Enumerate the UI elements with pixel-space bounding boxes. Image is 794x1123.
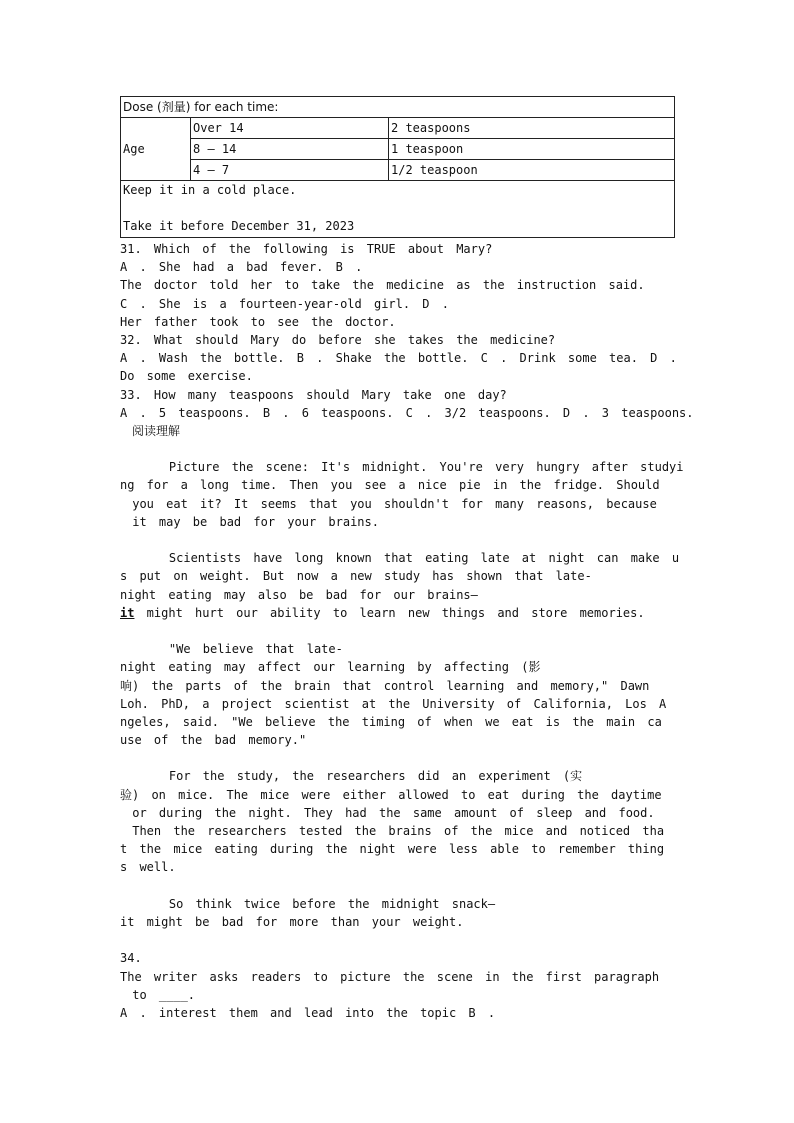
passage-line: night eating may affect our learning by affecting (影 — [120, 660, 541, 675]
passage-line: Loh. PhD, a project scientist at the University of California, Los A — [120, 696, 667, 711]
passage-paragraph-3 — [120, 640, 675, 749]
question-line: Her father took to see the doctor. — [120, 314, 396, 329]
age-cell: 8 — 14 — [191, 139, 389, 160]
passage-paragraph-4 — [120, 767, 675, 876]
note-line: Take it before December 31, 2023 — [123, 219, 355, 233]
question-line: 32. What should Mary do before she takes the medicine? — [120, 332, 556, 347]
question-line: 31. Which of the following is TRUE about Mary? — [120, 242, 493, 256]
question-line: 33. How many teaspoons should Mary take one day? — [120, 387, 507, 402]
passage-paragraph-2 — [120, 549, 680, 622]
passage-line: it may be bad for your brains. — [120, 514, 379, 529]
passage-line: 验) on mice. The mice were either allowed to eat during the daytime — [120, 787, 662, 802]
question-line: A . 5 teaspoons. B . 6 teaspoons. C . 3/2 teaspoons. D . 3 teaspoons. — [120, 405, 694, 420]
passage-line: you eat it? It seems that you shouldn't for many reasons, because — [120, 496, 657, 511]
question-line: The writer asks readers to picture the scene in the first paragraph — [120, 969, 660, 984]
passage-line: use of the bad memory." — [120, 733, 307, 748]
passage-line: "We believe that late- — [120, 642, 343, 657]
passage-line: So think twice before the midnight snack— — [120, 896, 496, 911]
passage-paragraph-5 — [120, 895, 675, 931]
passage-line: 响) the parts of the brain that control learning and memory," Dawn — [120, 678, 650, 693]
passage-line: t the mice eating during the night were less able to remember thing — [120, 842, 665, 857]
passage-line: For the study, the researchers did an experiment (实 — [120, 769, 583, 784]
storage-notes — [121, 181, 675, 238]
age-label: Age — [121, 118, 191, 181]
dose-table-header: Dose (剂量) for each time: — [121, 97, 675, 118]
question-line: Do some exercise. — [120, 369, 253, 384]
amount-cell: 1/2 teaspoon — [389, 160, 675, 181]
note-line: Keep it in a cold place. — [123, 183, 297, 197]
passage-line: Then the researchers tested the brains of the mice and noticed tha — [120, 824, 665, 838]
question-line: A . interest them and lead into the topic B . — [120, 1005, 496, 1020]
dose-table — [120, 96, 675, 238]
question-line: C . She is a fourteen-year-old girl. D . — [120, 296, 449, 311]
amount-cell: 1 teaspoon — [389, 139, 675, 160]
question-line: 34. — [120, 951, 142, 966]
passage-line: it might be bad for more than your weight. — [120, 914, 464, 929]
age-cell: Over 14 — [191, 118, 389, 139]
passage-paragraph-1 — [120, 458, 684, 531]
passage-line — [120, 604, 675, 622]
amount-cell: 2 teaspoons — [389, 118, 675, 139]
passage-line: s put on weight. But now a new study has shown that late- — [120, 569, 592, 584]
passage-line: or during the night. They had the same amount of sleep and food. — [120, 805, 655, 820]
passage-line: night eating may also be bad for our brains— — [120, 587, 478, 602]
passage-line: ngeles, said. "We believe the timing of when we eat is the main ca — [120, 714, 662, 729]
question-line: A . Wash the bottle. B . Shake the bottle. C . Drink some tea. D . — [120, 351, 677, 366]
passage-line: ng for a long time. Then you see a nice pie in the fridge. Should — [120, 478, 660, 493]
question-34 — [120, 949, 675, 1022]
age-cell: 4 — 7 — [191, 160, 389, 181]
questions-31-33 — [120, 240, 694, 422]
passage-line: Picture the scene: It's midnight. You're very hungry after studyi — [120, 460, 684, 475]
passage-line: Scientists have long known that eating late at night can make u — [120, 551, 680, 566]
underlined-word: it — [120, 605, 135, 620]
question-line: A . She had a bad fever. B . — [120, 260, 363, 275]
section-title: 阅读理解 — [132, 423, 181, 438]
document-page — [120, 96, 694, 1022]
question-line: The doctor told her to take the medicine as the instruction said. — [120, 278, 645, 293]
question-line: to ____. — [120, 987, 196, 1002]
passage-line: s well. — [120, 860, 176, 875]
passage-text: might hurt our ability to learn new things and store memories. — [134, 605, 645, 620]
